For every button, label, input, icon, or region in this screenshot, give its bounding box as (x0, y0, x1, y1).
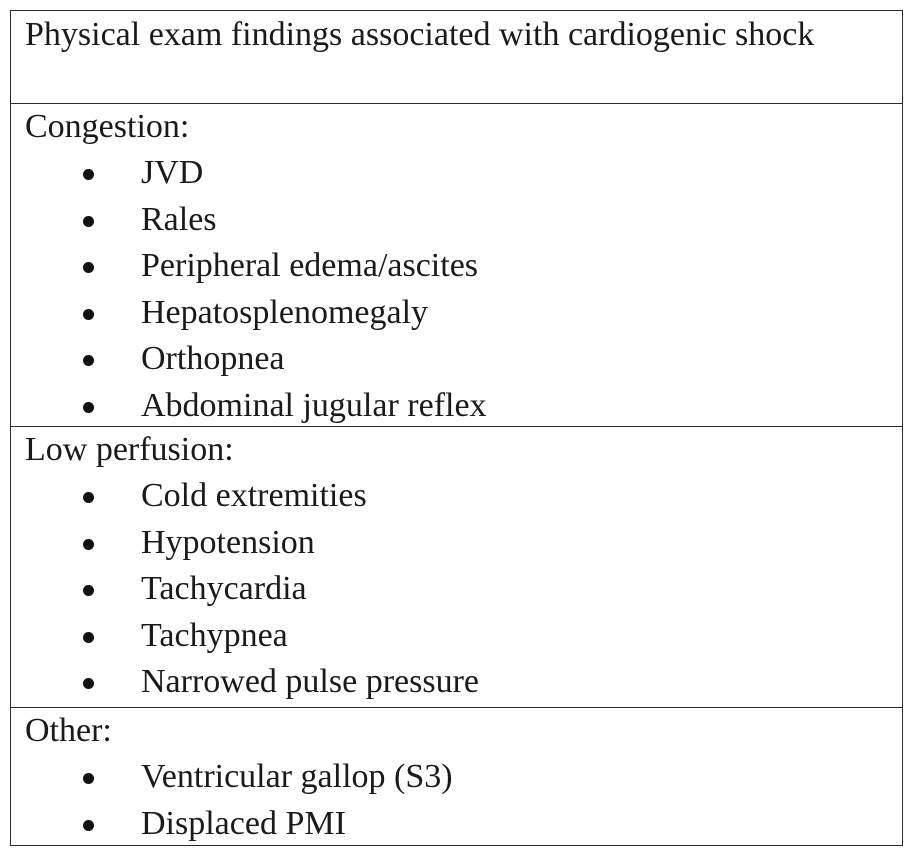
findings-table (10, 10, 903, 846)
other-list (11, 754, 453, 847)
table-header-cell (11, 11, 902, 103)
bullet-icon (83, 539, 94, 550)
bullet-icon (83, 262, 94, 273)
section-low-perfusion (11, 426, 902, 707)
list-item (11, 754, 453, 801)
list-item-text: Hypotension (141, 523, 315, 561)
list-item-text: Orthopnea (141, 340, 285, 378)
section-heading: Other: (25, 712, 112, 749)
list-item-text: Hepatosplenomegaly (141, 293, 429, 331)
list-item (11, 197, 487, 244)
list-item-text: Abdominal jugular reflex (141, 386, 487, 424)
section-heading: Congestion: (25, 108, 190, 145)
list-item (11, 290, 487, 337)
bullet-icon (83, 820, 94, 831)
list-item (11, 801, 453, 848)
list-item (11, 659, 479, 706)
section-other (11, 707, 902, 845)
list-item-text: Tachycardia (141, 570, 307, 608)
list-item-text: JVD (141, 154, 204, 191)
list-item (11, 566, 479, 613)
bullet-icon (83, 402, 94, 413)
bullet-icon (83, 169, 94, 180)
section-heading: Low perfusion: (25, 431, 234, 468)
bullet-icon (83, 355, 94, 366)
list-item-text: Displaced PMI (141, 804, 346, 842)
low-perfusion-list (11, 473, 479, 706)
congestion-list (11, 150, 487, 430)
list-item-text: Peripheral edema/ascites (141, 247, 479, 285)
bullet-icon (83, 773, 94, 784)
list-item-text: Narrowed pulse pressure (141, 663, 479, 701)
list-item-text: Tachypnea (141, 616, 288, 654)
list-item (11, 243, 487, 290)
list-item (11, 336, 487, 383)
table-title: Physical exam findings associated with cardiogenic shock (25, 16, 815, 53)
bullet-icon (83, 309, 94, 320)
list-item-text: Cold extremities (141, 477, 367, 514)
bullet-icon (83, 632, 94, 643)
list-item-text: Rales (141, 200, 217, 238)
bullet-icon (83, 492, 94, 503)
list-item (11, 473, 479, 520)
bullet-icon (83, 585, 94, 596)
list-item (11, 150, 487, 197)
list-item (11, 613, 479, 660)
list-item (11, 520, 479, 567)
bullet-icon (83, 216, 94, 227)
section-congestion (11, 103, 902, 426)
list-item-text: Ventricular gallop (S3) (141, 758, 453, 795)
bullet-icon (83, 678, 94, 689)
list-item (11, 383, 487, 430)
